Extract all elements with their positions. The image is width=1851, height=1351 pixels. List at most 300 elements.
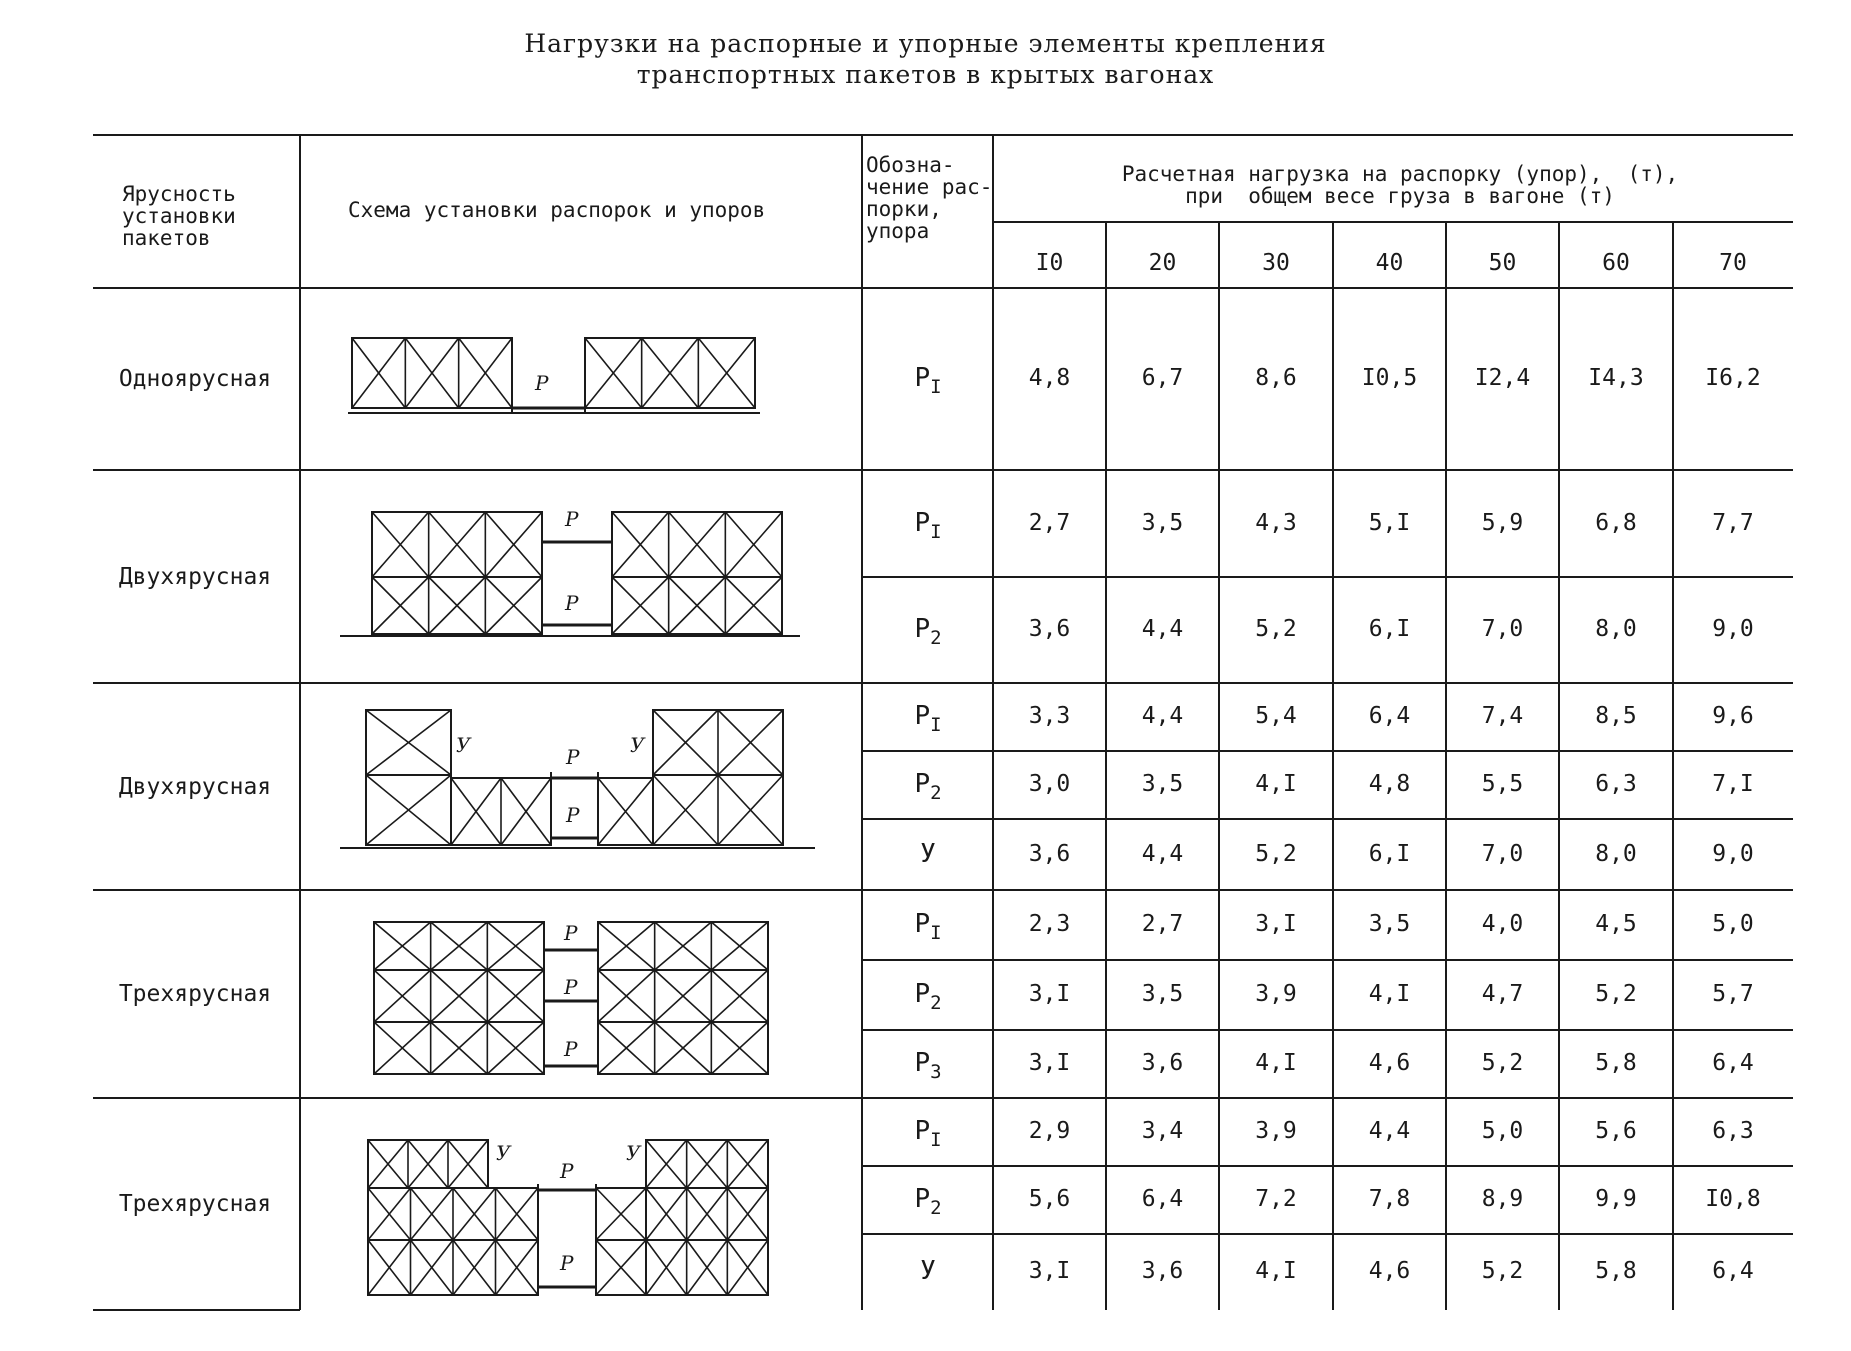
load-value: 4,I (1368, 981, 1411, 1007)
package-cross (711, 1022, 768, 1074)
load-value: 3,I (1255, 911, 1297, 937)
package-cross (655, 922, 712, 970)
load-value: 5,4 (1255, 703, 1297, 729)
stop-label: У (630, 733, 645, 757)
package-outline (368, 1140, 488, 1188)
load-value: 6,I (1368, 840, 1411, 867)
load-value: 4,6 (1368, 1050, 1411, 1076)
package-cross (669, 577, 726, 634)
package-outline (372, 512, 542, 577)
designation (868, 979, 988, 1014)
load-value: 2,7 (1141, 911, 1184, 937)
load-value: 4,4 (1141, 840, 1184, 867)
package-outline (366, 775, 451, 845)
load-value: 7,4 (1481, 703, 1524, 729)
package-outline (646, 1140, 768, 1188)
package-cross (612, 512, 669, 577)
package-cross (448, 1140, 488, 1188)
package-cross (687, 1140, 728, 1188)
load-value: 7,7 (1712, 509, 1754, 536)
stop-label: У (456, 733, 471, 757)
package-cross (711, 1022, 768, 1074)
package-outline (352, 338, 512, 408)
load-value: 3,5 (1141, 981, 1184, 1007)
load-value: 2,9 (1028, 1118, 1071, 1144)
load-value: 3,I (1028, 1050, 1071, 1076)
spacer-label-p1: P (565, 591, 579, 615)
package-cross (411, 1188, 454, 1240)
package-cross (451, 778, 501, 845)
package-cross (596, 1240, 646, 1295)
package-cross (405, 338, 458, 408)
load-value: 5,0 (1712, 911, 1754, 937)
package-cross (612, 577, 669, 634)
package-cross (411, 1188, 454, 1240)
designation-index: I (930, 520, 942, 543)
designation-symbol: P (914, 363, 931, 393)
package-cross (646, 1140, 687, 1188)
stop-label: У (496, 1141, 511, 1165)
package-outline (368, 1188, 538, 1240)
load-value: 7,2 (1255, 1186, 1297, 1212)
package-cross (585, 338, 642, 408)
package-cross (485, 577, 542, 634)
load-value: I4,3 (1588, 365, 1644, 391)
package-outline (451, 778, 551, 845)
header-load (995, 163, 1805, 207)
package-cross (431, 1022, 488, 1074)
package-cross (485, 577, 542, 634)
header-designation (866, 154, 996, 242)
load-value: 3,6 (1141, 1050, 1184, 1076)
package-cross (372, 577, 429, 634)
designation-index: 2 (930, 992, 942, 1014)
load-value: 4,4 (1368, 1118, 1411, 1144)
load-value: 3,I (1028, 1258, 1071, 1284)
package-cross (718, 775, 783, 845)
designation-index: I (930, 922, 942, 944)
load-value: 3,6 (1028, 616, 1071, 642)
load-value: 7,I (1712, 771, 1754, 797)
package-cross (501, 778, 551, 845)
package-cross (727, 1240, 768, 1295)
designation (868, 1048, 988, 1083)
package-cross (598, 1022, 655, 1074)
designation-index: I (930, 376, 942, 398)
header-tier-line: пакетов (122, 226, 211, 250)
weight-header: 50 (1488, 250, 1517, 276)
header-desig-line: упора (866, 219, 930, 243)
load-value: 8,0 (1595, 616, 1637, 642)
load-value: 6,3 (1712, 1118, 1754, 1144)
package-cross (687, 1240, 728, 1295)
package-cross (598, 778, 653, 845)
package-cross (453, 1240, 496, 1295)
package-cross (642, 338, 699, 408)
package-cross (669, 577, 726, 634)
load-value: 4,5 (1595, 911, 1637, 937)
load-value: 3,0 (1028, 771, 1071, 797)
load-value: 3,9 (1255, 1118, 1297, 1144)
package-cross (366, 775, 451, 845)
page-title (0, 28, 1851, 90)
package-cross (374, 970, 431, 1022)
package-cross (646, 1140, 687, 1188)
package-cross (453, 1188, 496, 1240)
load-value: 8,0 (1595, 840, 1637, 867)
load-value: 5,I (1368, 509, 1411, 536)
package-cross (687, 1140, 728, 1188)
load-value: 3,5 (1368, 911, 1411, 937)
package-outline (646, 1188, 768, 1240)
load-value: 4,8 (1368, 771, 1411, 797)
load-value: 5,7 (1712, 981, 1754, 1007)
tier-label: Двухярусная (118, 563, 272, 590)
load-value: 3,4 (1141, 1118, 1184, 1144)
package-cross (372, 512, 429, 577)
package-cross (366, 710, 451, 775)
package-outline (374, 1022, 544, 1074)
scheme-diagram-4 (374, 921, 768, 1074)
tier-label: Трехярусная (118, 981, 272, 1007)
load-value: I0,8 (1705, 1186, 1761, 1212)
designation-index: 2 (930, 782, 942, 804)
package-cross (711, 970, 768, 1022)
designation-symbol: P (914, 507, 931, 538)
package-cross (411, 1240, 454, 1295)
stop-label: У (626, 1141, 641, 1165)
package-cross (727, 1140, 768, 1188)
package-cross (408, 1140, 448, 1188)
designation (868, 1256, 988, 1286)
package-cross (655, 1022, 712, 1074)
load-value: 4,I (1255, 1258, 1297, 1284)
weight-header: 30 (1262, 250, 1290, 276)
package-outline (598, 922, 768, 970)
package-cross (655, 1022, 712, 1074)
load-value: 5,0 (1481, 1118, 1524, 1144)
load-value: 3,5 (1141, 509, 1184, 536)
package-cross (718, 710, 783, 775)
package-cross (711, 922, 768, 970)
designation (868, 363, 988, 398)
load-value: 2,3 (1028, 911, 1071, 937)
load-value: 4,8 (1028, 365, 1071, 391)
load-value: 6,4 (1141, 1186, 1184, 1212)
package-cross (698, 338, 755, 408)
load-value: 6,4 (1368, 703, 1411, 729)
package-cross (372, 577, 429, 634)
package-cross (487, 922, 544, 970)
load-value: 6,3 (1595, 771, 1637, 797)
package-cross (451, 778, 501, 845)
load-value: 5,2 (1595, 981, 1637, 1007)
package-cross (655, 970, 712, 1022)
designation (868, 839, 988, 869)
load-value: I2,4 (1474, 365, 1531, 391)
package-outline (598, 970, 768, 1022)
designation-symbol: P (914, 614, 931, 644)
package-cross (368, 1188, 411, 1240)
title-line-2: транспортных пакетов в крытых вагонах (636, 60, 1215, 89)
load-value: 9,0 (1712, 616, 1754, 642)
package-cross (653, 775, 718, 845)
load-value: 3,I (1028, 981, 1071, 1007)
package-cross (366, 710, 451, 775)
package-cross (431, 922, 488, 970)
designation (868, 909, 988, 944)
package-cross (727, 1140, 768, 1188)
designation-index: I (930, 1129, 942, 1151)
package-cross (725, 512, 782, 577)
load-value: 8,9 (1481, 1186, 1524, 1212)
package-outline (372, 577, 542, 634)
designation (868, 1184, 988, 1219)
load-value: 6,I (1368, 616, 1411, 642)
package-cross (374, 1022, 431, 1074)
package-cross (368, 1240, 411, 1295)
package-cross (496, 1240, 539, 1295)
package-cross (431, 970, 488, 1022)
designation (868, 508, 988, 543)
title-line-1: Нагрузки на распорные и упорные элементы крепления (524, 29, 1327, 58)
scheme-diagram-5 (368, 1140, 768, 1295)
package-cross (598, 1022, 655, 1074)
package-cross (411, 1240, 454, 1295)
package-cross (374, 970, 431, 1022)
load-value: 4,3 (1255, 509, 1297, 536)
load-value: 4,I (1255, 1050, 1297, 1076)
package-cross (646, 1240, 687, 1295)
designation-symbol: P (914, 701, 931, 731)
load-value: 4,6 (1368, 1258, 1411, 1284)
package-cross (646, 1188, 687, 1240)
package-cross (487, 1022, 544, 1074)
package-outline (374, 970, 544, 1022)
package-cross (725, 512, 782, 577)
package-cross (408, 1140, 448, 1188)
scheme-diagram-2 (340, 507, 800, 636)
package-cross (711, 970, 768, 1022)
package-cross (485, 512, 542, 577)
spacer-label-p3: P (564, 921, 578, 945)
load-value: 6,7 (1141, 365, 1184, 391)
weight-header: 40 (1375, 250, 1404, 276)
package-cross (487, 1022, 544, 1074)
designation-symbol: P (914, 979, 931, 1009)
load-value: 5,5 (1481, 771, 1524, 797)
load-value: 5,2 (1255, 840, 1297, 867)
load-value: 6,8 (1595, 509, 1637, 536)
header-tier (122, 183, 282, 249)
weight-header: 60 (1602, 250, 1630, 276)
package-cross (653, 775, 718, 845)
designation-index: 3 (930, 1061, 942, 1083)
load-value: 6,4 (1712, 1258, 1754, 1284)
package-cross (368, 1188, 411, 1240)
package-cross (496, 1188, 539, 1240)
package-cross (727, 1240, 768, 1295)
designation-symbol: P (914, 1048, 931, 1078)
package-outline (596, 1188, 646, 1240)
designation-index: 2 (930, 1197, 942, 1219)
package-outline (596, 1240, 646, 1295)
package-cross (448, 1140, 488, 1188)
package-cross (487, 970, 544, 1022)
load-value: 4,I (1255, 771, 1297, 797)
designation (868, 1116, 988, 1151)
package-cross (653, 710, 718, 775)
package-cross (655, 922, 712, 970)
package-cross (496, 1188, 539, 1240)
designation (868, 769, 988, 804)
package-cross (642, 338, 699, 408)
load-value: 3,6 (1028, 840, 1071, 867)
header-scheme: Схема установки распорок и упоров (348, 198, 766, 222)
package-cross (598, 778, 653, 845)
package-cross (366, 775, 451, 845)
header-load-line: Расчетная нагрузка на распорку (упор), (т), (1121, 162, 1679, 186)
package-cross (405, 338, 458, 408)
package-cross (598, 970, 655, 1022)
load-value: 4,4 (1141, 616, 1184, 642)
load-value: 6,4 (1712, 1050, 1754, 1076)
package-cross (598, 970, 655, 1022)
weight-header: I0 (1035, 250, 1064, 276)
designation-symbol: P (914, 1184, 931, 1214)
package-cross (718, 775, 783, 845)
package-cross (352, 338, 405, 408)
load-value: 5,8 (1595, 1050, 1637, 1076)
package-outline (612, 512, 782, 577)
package-cross (372, 512, 429, 577)
package-outline (598, 778, 653, 845)
designation (868, 701, 988, 736)
package-cross (596, 1188, 646, 1240)
header-load-line: при общем весе груза в вагоне (т) (1185, 184, 1615, 208)
package-cross (687, 1188, 728, 1240)
package-cross (612, 577, 669, 634)
package-cross (646, 1188, 687, 1240)
package-cross (429, 577, 486, 634)
load-value: 4,7 (1481, 981, 1524, 1007)
spacer-label-p1: P (560, 1251, 574, 1275)
load-value: 3,3 (1028, 703, 1071, 729)
package-outline (598, 1022, 768, 1074)
package-cross (725, 577, 782, 634)
package-outline (612, 577, 782, 634)
designation-symbol: У (920, 1256, 936, 1286)
load-value: 9,9 (1595, 1186, 1637, 1212)
load-value: 9,0 (1712, 840, 1754, 867)
designation-symbol: P (914, 1116, 931, 1146)
header-desig-line: порки, (866, 197, 942, 221)
package-cross (453, 1240, 496, 1295)
package-cross (655, 970, 712, 1022)
package-cross (669, 512, 726, 577)
spacer-label-p1: P (566, 803, 580, 827)
package-cross (453, 1188, 496, 1240)
spacer-label-p1: P (535, 371, 549, 395)
load-value: 7,0 (1481, 616, 1524, 642)
package-cross (596, 1188, 646, 1240)
package-outline (585, 338, 755, 408)
package-cross (368, 1240, 411, 1295)
weight-header: 20 (1148, 250, 1177, 276)
package-cross (431, 1022, 488, 1074)
package-cross (368, 1140, 408, 1188)
spacer-label-p2: P (566, 745, 580, 769)
package-cross (727, 1188, 768, 1240)
load-value: 8,5 (1595, 703, 1637, 729)
package-cross (429, 512, 486, 577)
package-outline (366, 710, 451, 775)
header-tier-line: Ярусность (122, 182, 236, 206)
package-cross (352, 338, 405, 408)
weight-header: 70 (1719, 250, 1747, 276)
package-cross (711, 922, 768, 970)
load-value: I0,5 (1361, 365, 1418, 391)
package-cross (725, 577, 782, 634)
package-outline (374, 922, 544, 970)
load-value: 3,9 (1255, 981, 1297, 1007)
package-cross (501, 778, 551, 845)
designation (868, 614, 988, 649)
load-value: 5,6 (1595, 1118, 1637, 1144)
package-cross (598, 922, 655, 970)
load-value: 5,6 (1028, 1186, 1071, 1212)
load-value: 2,7 (1028, 509, 1071, 536)
load-value: 5,8 (1595, 1258, 1637, 1284)
header-tier-line: установки (122, 204, 236, 228)
spacer-label-p2: P (565, 507, 579, 531)
scheme-diagram-3 (340, 710, 815, 848)
load-value: 7,8 (1368, 1186, 1411, 1212)
package-cross (596, 1240, 646, 1295)
package-outline (368, 1240, 538, 1295)
package-cross (669, 512, 726, 577)
package-cross (718, 710, 783, 775)
load-value: 7,0 (1481, 840, 1524, 867)
load-value: I6,2 (1705, 365, 1761, 391)
package-outline (646, 1240, 768, 1295)
designation-symbol: P (914, 909, 931, 939)
package-cross (459, 338, 512, 408)
designation-symbol: P (914, 769, 931, 799)
package-cross (687, 1188, 728, 1240)
tier-label: Трехярусная (118, 1191, 272, 1217)
load-value: 5,2 (1481, 1258, 1524, 1284)
load-value: 3,6 (1141, 1258, 1184, 1284)
spacer-label-p2: P (564, 975, 578, 999)
header-desig-line: Обозна- (866, 153, 955, 177)
spacer-label-p2: P (560, 1159, 574, 1183)
designation-index: I (930, 714, 942, 736)
header-desig-line: чение рас- (866, 175, 993, 199)
scheme-diagram-1 (348, 338, 760, 414)
load-value: 3,5 (1141, 771, 1184, 797)
package-cross (431, 922, 488, 970)
package-outline (653, 710, 783, 775)
load-value: 9,6 (1712, 703, 1754, 729)
package-cross (687, 1240, 728, 1295)
package-cross (374, 922, 431, 970)
package-cross (612, 512, 669, 577)
package-cross (429, 512, 486, 577)
tier-label: Двухярусная (118, 773, 272, 800)
load-value: 5,2 (1255, 616, 1297, 642)
load-value: 5,9 (1481, 509, 1524, 536)
